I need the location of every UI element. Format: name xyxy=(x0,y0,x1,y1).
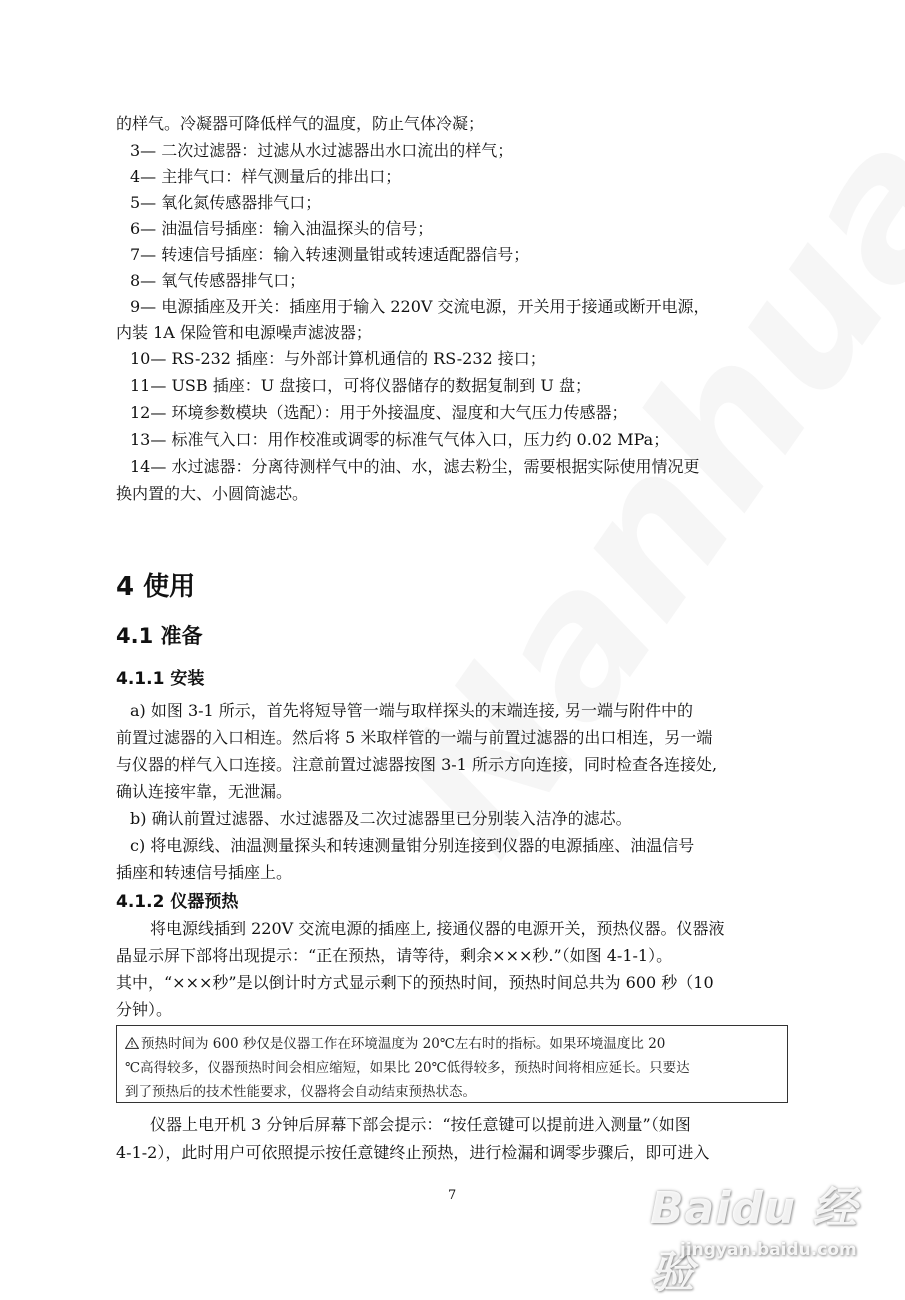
list-line: 14— 水过滤器：分离待测样气中的油、水，滤去粉尘，需要根据实际使用情况更 xyxy=(130,457,700,476)
list-line: 3— 二次过滤器：过滤从水过滤器出水口流出的样气； xyxy=(130,141,514,160)
list-line: 5— 氧化氮传感器排气口； xyxy=(130,193,322,212)
after-note-line: 仪器上电开机 3 分钟后屏幕下部会提示：“按任意键可以提前进入测量”（如图 xyxy=(150,1115,691,1134)
install-line: 确认连接牢靠，无泄漏。 xyxy=(116,782,293,801)
list-line: 内装 1A 保险管和电源噪声滤波器； xyxy=(116,323,372,342)
list-line: 13— 标准气入口：用作校准或调零的标准气气体入口，压力约 0.02 MPa； xyxy=(130,430,670,449)
note-line-1: 预热时间为 600 秒仅是仪器工作在环境温度为 20℃左右时的指标。如果环境温度比 20 xyxy=(125,1032,779,1056)
baidu-url: jingyan.baidu.com xyxy=(680,1240,857,1260)
warning-icon xyxy=(125,1037,139,1049)
warning-note-box xyxy=(116,1025,788,1103)
preheat-line: 将电源线插到 220V 交流电源的插座上, 接通仪器的电源开关，预热仪器。仪器液 xyxy=(150,919,725,938)
list-line: 换内置的大、小圆筒滤芯。 xyxy=(116,484,309,503)
list-line: 12— 环境参数模块（选配）：用于外接温度、湿度和大气压力传感器； xyxy=(130,403,628,422)
section-heading: 4 使用 xyxy=(116,572,196,602)
list-line: 9— 电源插座及开关：插座用于输入 220V 交流电源，开关用于接通或断开电源， xyxy=(130,297,710,316)
install-line: 与仪器的样气入口连接。注意前置过滤器按图 3-1 所示方向连接，同时检查各连接处, xyxy=(116,755,718,774)
list-line: 10— RS-232 插座：与外部计算机通信的 RS-232 接口； xyxy=(130,349,546,368)
list-line: 7— 转速信号插座：输入转速测量钳或转速适配器信号； xyxy=(130,245,530,264)
list-line: 11— USB 插座：U 盘接口，可将仪器储存的数据复制到 U 盘； xyxy=(130,376,591,395)
list-line: 6— 油温信号插座：输入油温探头的信号； xyxy=(130,219,434,238)
subsection-heading: 4.1 准备 xyxy=(116,624,203,648)
baidu-logo: Baidu 经验 xyxy=(650,1183,858,1298)
install-line: c) 将电源线、油温测量探头和转速测量钳分别连接到仪器的电源插座、油温信号 xyxy=(130,836,695,855)
install-line: 插座和转速信号插座上。 xyxy=(116,863,293,882)
install-line: a) 如图 3-1 所示，首先将短导管一端与取样探头的末端连接, 另一端与附件中的 xyxy=(130,701,693,720)
list-line: 4— 主排气口：样气测量后的排出口； xyxy=(130,167,402,186)
page-number: 7 xyxy=(448,1188,457,1203)
subsubsection-heading-install: 4.1.1 安装 xyxy=(116,669,205,689)
preheat-line: 晶显示屏下部将出现提示：“正在预热，请等待，剩余×××秒.”（如图 4-1-1）。 xyxy=(116,946,673,965)
install-line: 前置过滤器的入口相连。然后将 5 米取样管的一端与前置过滤器的出口相连，另一端 xyxy=(116,728,713,747)
list-line: 的样气。冷凝器可降低样气的温度，防止气体冷凝； xyxy=(116,114,485,133)
note-line-3: 到了预热后的技术性能要求，仪器将会自动结束预热状态。 xyxy=(125,1084,476,1100)
preheat-line: 分钟）。 xyxy=(116,1000,173,1019)
after-note-line: 4-1-2），此时用户可依照提示按任意键终止预热，进行检漏和调零步骤后，即可进入 xyxy=(116,1143,710,1162)
list-line: 8— 氧气传感器排气口； xyxy=(130,271,306,290)
preheat-line: 其中，“×××秒”是以倒计时方式显示剩下的预热时间，预热时间总共为 600 秒（10 xyxy=(116,973,714,992)
note-line-2: ℃高得较多，仪器预热时间会相应缩短，如果比 20℃低得较多，预热时间将相应延长。只要达 xyxy=(125,1060,690,1076)
install-line: b) 确认前置过滤器、水过滤器及二次过滤器里已分别装入洁净的滤芯。 xyxy=(130,809,632,828)
subsubsection-heading-preheat: 4.1.2 仪器预热 xyxy=(116,892,239,912)
baidu-jingyan-watermark xyxy=(648,1166,888,1298)
